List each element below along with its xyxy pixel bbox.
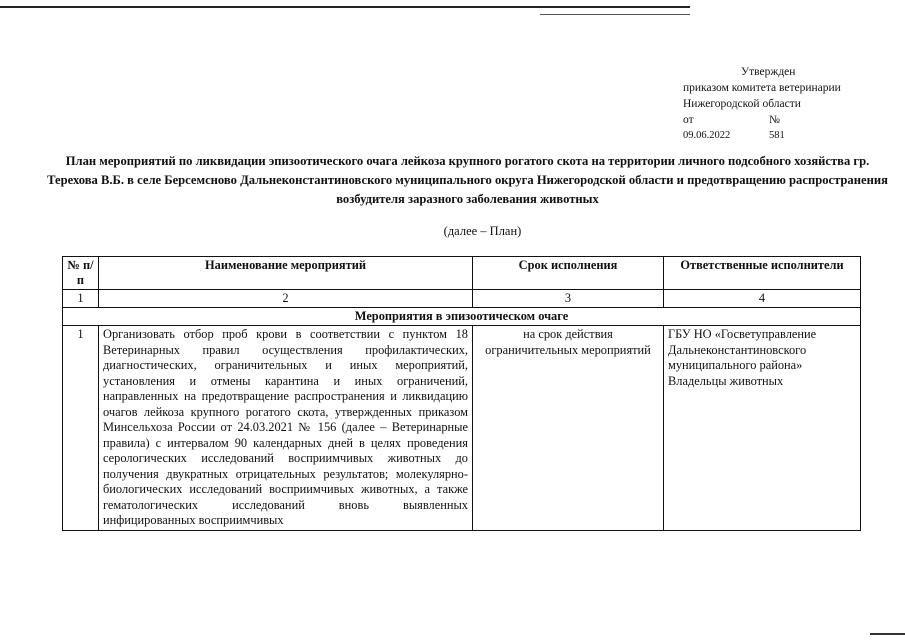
row-deadline: на срок действия ограничительных мероприятий bbox=[473, 326, 664, 531]
column-number: 1 bbox=[63, 290, 99, 308]
approval-stamp bbox=[683, 64, 883, 144]
approval-line: Утвержден bbox=[741, 66, 796, 78]
header-responsible: Ответственные исполнители bbox=[664, 257, 861, 290]
scan-artifact-dash bbox=[870, 633, 905, 635]
scan-artifact-line bbox=[540, 14, 690, 15]
document-subtitle: (далее – План) bbox=[443, 224, 522, 238]
row-number: 1 bbox=[63, 326, 99, 531]
header-deadline: Срок исполнения bbox=[473, 257, 664, 290]
row-description: Организовать отбор проб крови в соответствии с пунктом 18 Ветеринарных правил осуществления профилактических, диагностических, ограничительных и иных мероприятий, установления и отмены карантина и иных ограничений, направленных на предотвращение распространения и ликвидацию очагов лейкоза крупного рогатого скота, утвержденных приказом Минсельхоза России от 24.03.2021 № 156 (далее – Ветеринарные правила) с интервалом 90 календарных дней в целях проведения серологических исследований восприимчивых животных до получения двукратных отрицательных результатов; молекулярно-биологических исследований восприимчивых животных, а также гематологических исследований вновь выявленных инфицированных восприимчивых bbox=[99, 326, 473, 531]
section-title: Мероприятия в эпизоотическом очаге bbox=[63, 308, 861, 326]
column-number: 2 bbox=[99, 290, 473, 308]
column-number: 3 bbox=[473, 290, 664, 308]
document-title: План мероприятий по ликвидации эпизоотического очага лейкоза крупного рогатого скота на территории личного подсобного хозяйства гр. Терехова В.Б. в селе Берсемсново Дальнеконстантиновского муниципального округа Нижегородской области и предотвращению распространения возбудителя заразного заболевания животных bbox=[47, 154, 888, 206]
header-activities: Наименование мероприятий bbox=[99, 257, 473, 290]
plan-table bbox=[62, 256, 861, 531]
table-header-row bbox=[63, 257, 861, 290]
approval-number: 581 bbox=[769, 130, 785, 141]
approval-line: Нижегородской области bbox=[683, 98, 801, 110]
approval-number-label: № bbox=[769, 114, 780, 126]
table-row bbox=[63, 326, 861, 531]
column-number: 4 bbox=[664, 290, 861, 308]
header-num: № п/п bbox=[63, 257, 99, 290]
section-row bbox=[63, 308, 861, 326]
approval-line: приказом комитета ветеринарии bbox=[683, 82, 841, 94]
column-number-row bbox=[63, 290, 861, 308]
row-responsible: ГБУ НО «Госветуправление Дальнеконстантиновского муниципального района» Владельцы животных bbox=[664, 326, 861, 531]
approval-from-label: от bbox=[683, 114, 694, 126]
approval-date: 09.06.2022 bbox=[683, 130, 731, 141]
scan-artifact-line bbox=[0, 6, 690, 8]
